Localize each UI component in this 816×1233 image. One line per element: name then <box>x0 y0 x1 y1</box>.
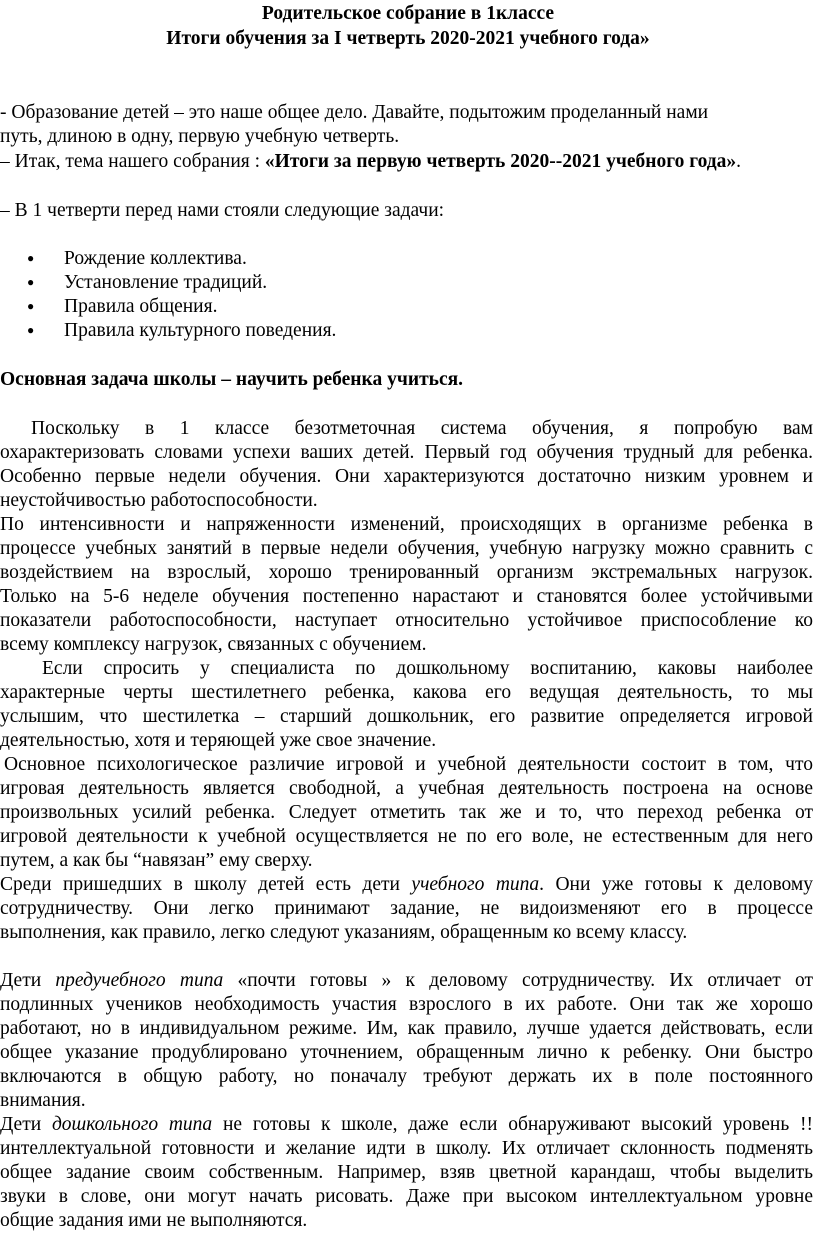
bullet-icon: ● <box>27 323 35 337</box>
paragraph-line: выполнения, как правило, легко следуют указаниям, обращенным ко всему классу. <box>0 922 688 943</box>
paragraph-line: звуки в слове, они могут начать рисовать. Даже при высоком интеллектуальном уровне <box>0 1186 813 1207</box>
paragraph-line: охарактеризовать словами успехи ваших детей. Первый год обучения трудный для ребенка. <box>0 442 813 463</box>
paragraph-line: сотрудничеству. Они легко принимают задание, не видоизменяют его в процессе <box>0 898 813 919</box>
bullet-icon: ● <box>27 251 35 265</box>
meeting-topic <box>0 150 813 174</box>
text-run: Среди пришедших в школу детей есть дети <box>0 874 412 895</box>
paragraph-line: Только на 5-6 неделе обучения постепенно нарастают и становятся более устойчивыми <box>0 586 813 607</box>
paragraph-line: общее задание своим собственным. Например, взяв цветной карандаш, чтобы выделить <box>0 1162 813 1183</box>
paragraph-line: общее указание продублировано уточнением, обращенным лично к ребенку. Они быстро <box>0 1042 813 1063</box>
list-item <box>27 318 336 343</box>
paragraph-line <box>0 1113 813 1137</box>
list-item <box>27 294 217 319</box>
paragraph-line: всему комплексу нагрузок, связанных с обучением. <box>0 634 427 655</box>
paragraph-line: деятельностью, хотя и теряющей уже свое значение. <box>0 730 437 751</box>
paragraph-line: Особенно первые недели обучения. Они характеризуются достаточно низким уровнем и <box>0 466 813 487</box>
list-item <box>27 270 267 295</box>
paragraph-line: показатели работоспособности, наступает относительно устойчивое приспособление ко <box>0 610 813 631</box>
paragraph-line: интеллектуальной готовности и желание идти в школу. Их отличает склонность подменять <box>0 1138 813 1159</box>
paragraph-line: внимания. <box>0 1090 86 1111</box>
list-item-text: Правила общения. <box>64 296 218 317</box>
paragraph-line: работают, но в индивидуальном режиме. Им, как правило, лучше удается действовать, если <box>0 1018 813 1039</box>
paragraph-line: игровая деятельность является свободной, а учебная деятельность построена на основе <box>0 778 813 799</box>
text-run: Дети <box>0 970 56 991</box>
paragraph-line: неустойчивостью работоспособности. <box>0 490 318 511</box>
paragraph-line: Основное психологическое различие игровой и учебной деятельности состоит в том, что <box>4 754 813 775</box>
paragraph-line <box>0 873 813 897</box>
text-run: не готовы к школе, даже если обнаруживают высокий уровень !! <box>212 1114 813 1135</box>
paragraph-line: воздействием на взрослый, хорошо тренированный организм экстремальных нагрузок. <box>0 562 813 583</box>
list-item-text: Правила культурного поведения. <box>64 320 337 341</box>
topic-prefix: – Итак, тема нашего собрания : <box>0 151 265 172</box>
paragraph-line: характерные черты шестилетнего ребенка, какова его ведущая деятельность, то мы <box>0 682 813 703</box>
paragraph-line: произвольных усилий ребенка. Следует отметить так же и то, что переход ребенка от <box>0 802 813 823</box>
paragraph-line: услышим, что шестилетка – старший дошкольник, его развитие определяется игровой <box>0 706 813 727</box>
emphasis-text: дошкольного типа <box>51 1114 213 1135</box>
document-subtitle: Итоги обучения за I четверть 2020-2021 учебного года» <box>166 28 650 49</box>
topic-title: «Итоги за первую четверть 2020--2021 учебного года» <box>264 151 737 172</box>
main-task-heading <box>0 368 813 392</box>
text-run: . Они уже готовы к деловому <box>539 874 813 895</box>
tasks-intro: – В 1 четверти перед нами стояли следующие задачи: <box>0 200 445 221</box>
emphasis-text: учебного типа <box>411 874 540 895</box>
main-task-text: Основная задача школы – научить ребенка учиться. <box>0 369 464 390</box>
bullet-icon: ● <box>27 299 35 313</box>
paragraph-line: Поскольку в 1 классе безотметочная система обучения, я попробую вам <box>31 418 813 439</box>
intro-line: путь, длиною в одну, первую учебную четверть. <box>0 126 400 147</box>
topic-end: . <box>736 151 742 172</box>
paragraph-line: общие задания ими не выполняются. <box>0 1210 308 1231</box>
text-run: Дети <box>0 1114 52 1135</box>
list-item <box>27 246 247 271</box>
paragraph-line: процессе учебных занятий в первые недели обучения, учебную нагрузку можно сравнить с <box>0 538 813 559</box>
list-item-text: Установление традиций. <box>64 272 268 293</box>
paragraph-line <box>0 969 813 993</box>
paragraph-line: включаются в общую работу, но поначалу требуют держать их в поле постоянного <box>0 1066 813 1087</box>
text-run: «почти готовы » к деловому сотрудничеству. Их отличает от <box>223 970 814 991</box>
emphasis-text: предучебного типа <box>55 970 224 991</box>
bullet-icon: ● <box>27 275 35 289</box>
paragraph-line: Если спросить у специалиста по дошкольному воспитанию, каковы наиболее <box>42 658 813 679</box>
paragraph-line: игровой деятельности к учебной осуществляется не по его воле, не естественным для него <box>0 826 813 847</box>
paragraph-line: путем, а как бы “навязан” ему сверху. <box>0 850 313 871</box>
list-item-text: Рождение коллектива. <box>64 248 247 269</box>
paragraph-line: подлинных учеников необходимость участия взрослого в их работе. Они так же хорошо <box>0 994 813 1015</box>
paragraph-line: По интенсивности и напряженности изменений, происходящих в организме ребенка в <box>0 514 813 535</box>
document-title: Родительское собрание в 1классе <box>261 3 555 24</box>
intro-line: - Образование детей – это наше общее дело. Давайте, подытожим проделанный нами <box>0 102 709 123</box>
